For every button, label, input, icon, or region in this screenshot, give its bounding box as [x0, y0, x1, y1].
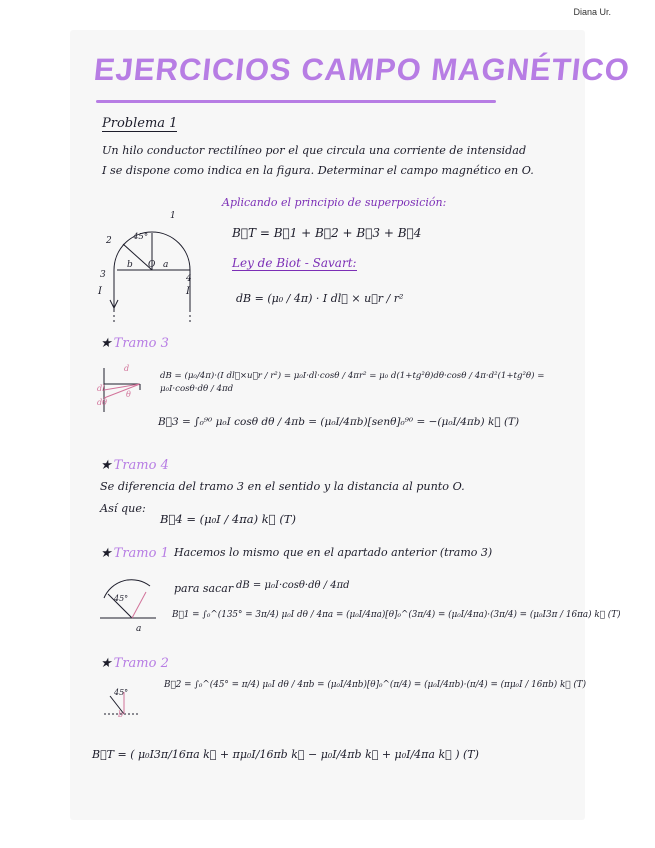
tramo4-heading: [100, 458, 169, 473]
star-icon: ★: [100, 656, 112, 671]
star-icon: ★: [100, 336, 112, 351]
fig-label-angle: 45°: [133, 232, 149, 242]
tramo3-heading: [100, 336, 169, 351]
fig-label-2: 2: [106, 236, 112, 246]
fig-label-b: b: [127, 260, 133, 270]
star-icon: ★: [100, 546, 112, 561]
tramo4-heading-label: Tramo 4: [113, 458, 169, 473]
fig-label-a: a: [163, 260, 169, 270]
tramo1-equation-2: B⃗1 = ∫₀^(135° = 3π/4) μ₀I dθ / 4πa = (μ₀I/4πa)[θ]₀^(3π/4) = (μ₀I/4πa)·(3π/4) = (μ₀I3π / 16πa) k⃗ (T): [172, 610, 621, 620]
tramo3-fig-dtheta: dθ: [97, 398, 107, 407]
tramo1-line2: para sacar: [174, 582, 234, 595]
tramo1-fig-angle: 45°: [114, 594, 129, 603]
tramo3-fig-dl: dl: [97, 384, 105, 393]
author-name: Diana Ur.: [573, 7, 611, 17]
tramo1-equation-1: dB = μ₀I·cosθ·dθ / 4πd: [236, 580, 350, 591]
problem-figure: [92, 200, 202, 330]
tramo1-fig-a: a: [136, 624, 142, 634]
tramo3-heading-label: Tramo 3: [113, 336, 169, 351]
superposition-equation: B⃗T = B⃗1 + B⃗2 + B⃗3 + B⃗4: [232, 226, 422, 240]
tramo1-figure: [96, 578, 160, 630]
tramo2-heading: [100, 656, 169, 671]
star-icon: ★: [100, 458, 112, 473]
tramo3-fig-theta: θ: [126, 390, 131, 399]
tramo1-heading-label: Tramo 1: [113, 546, 169, 561]
page-title: EJERCICIOS CAMPO MAGNÉTICO: [92, 52, 632, 87]
fig-label-1: 1: [170, 211, 176, 221]
tramo2-heading-label: Tramo 2: [113, 656, 169, 671]
title-underline: [96, 100, 496, 103]
tramo3-fig-d: d: [124, 364, 130, 373]
tramo1-heading: [100, 546, 169, 561]
problem-statement-line2: I se dispone como indica en la figura. Determinar el campo magnético en O.: [102, 164, 534, 177]
total-field-result: B⃗T = ( μ₀I3π/16πa k⃗ + πμ₀I/16πb k⃗ − μ₀I/4πb k⃗ + μ₀I/4πa k⃗ ) (T): [92, 748, 479, 761]
problem-heading: Problema 1: [102, 116, 178, 131]
tramo1-line1: Hacemos lo mismo que en el apartado anterior (tramo 3): [174, 546, 493, 559]
tramo4-equation: B⃗4 = (μ₀I / 4πa) k⃗ (T): [160, 512, 296, 526]
problem-statement-line1: Un hilo conductor rectilíneo por el que circula una corriente de intensidad: [102, 144, 527, 157]
fig-label-current-right: I: [186, 286, 190, 297]
tramo3-equation-2: B⃗3 = ∫₀⁹⁰ μ₀I cosθ dθ / 4πb = (μ₀I/4πb)[senθ]₀⁹⁰ = −(μ₀I/4πb) k⃗ (T): [158, 416, 520, 428]
fig-label-3: 3: [100, 270, 106, 280]
fig-label-current-left: I: [98, 286, 102, 297]
tramo3-equation-1: dB = (μ₀/4π)·(I dl⃗×u⃗r / r²) = μ₀I·dl·cosθ / 4πr² = μ₀ d(1+tg²θ)dθ·cosθ / 4π·d²(1+tg²θ) = μ₀I·cosθ·dθ / 4πd: [160, 371, 545, 394]
tramo2-fig-angle: 45°: [114, 688, 129, 697]
tramo4-line2: Así que:: [100, 502, 146, 515]
tramo2-fig-b: b: [118, 710, 124, 719]
tramo2-equation: B⃗2 = ∫₀^(45° = π/4) μ₀I dθ / 4πb = (μ₀I/4πb)[θ]₀^(π/4) = (μ₀I/4πb)·(π/4) = (πμ₀I / 16πb) k⃗ (T): [164, 680, 587, 690]
biot-savart-equation: dB = (μ₀ / 4π) · I dl⃗ × u⃗r / r²: [236, 292, 404, 305]
fig-label-O: O: [148, 260, 156, 270]
tramo4-line1: Se diferencia del tramo 3 en el sentido y la distancia al punto O.: [100, 480, 465, 493]
biot-savart-heading: Ley de Biot - Savart:: [232, 256, 357, 270]
fig-label-4: 4: [186, 274, 192, 284]
superposition-intro: Aplicando el principio de superposición:: [222, 196, 447, 209]
